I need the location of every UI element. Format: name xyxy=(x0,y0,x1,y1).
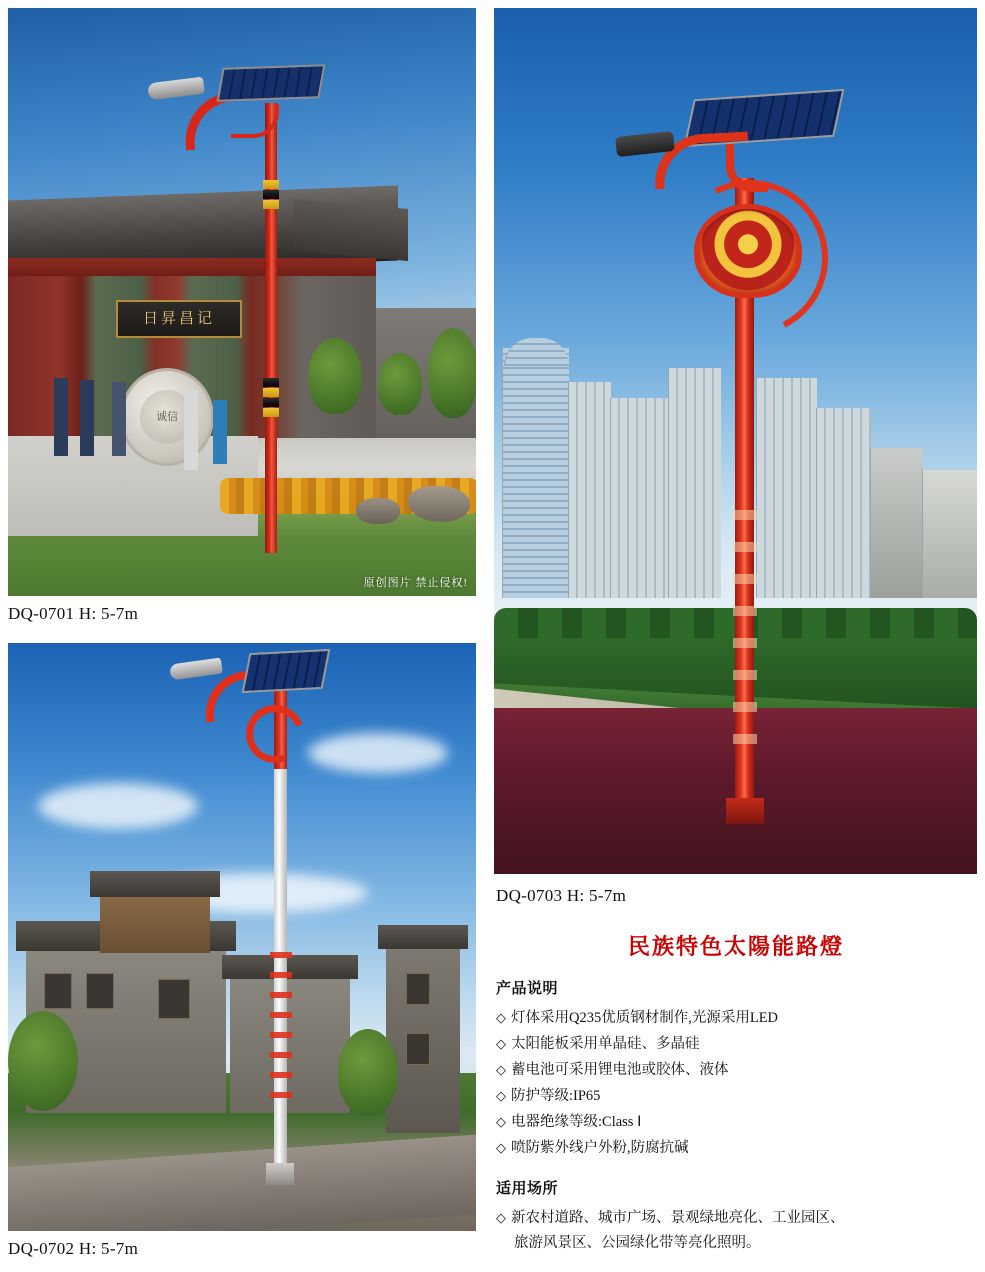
section-heading-applications: 适用场所 xyxy=(496,1181,559,1197)
list-item xyxy=(496,1135,976,1161)
pole-base xyxy=(726,798,764,824)
product-photo-dq-0702 xyxy=(8,643,476,1231)
pole-pattern-decoration xyxy=(270,938,292,1098)
watermark-text: 原创图片 禁止侵权! xyxy=(363,577,468,589)
specification-block xyxy=(496,930,976,1272)
stone-disc-inscription: 诚信 xyxy=(140,390,194,444)
diamond-bullet-icon: ◇ xyxy=(496,1088,506,1103)
list-item-text: 新农村道路、城市广场、景观绿地亮化、工业园区、 xyxy=(511,1210,845,1226)
window xyxy=(158,979,190,1019)
pole-band-decoration xyxy=(263,388,279,397)
decorative-rock xyxy=(356,498,400,524)
stone-disc-monument xyxy=(120,368,214,466)
person-figure xyxy=(80,380,94,456)
pole-band-decoration xyxy=(263,378,279,387)
list-item xyxy=(496,1005,976,1031)
building xyxy=(870,448,923,598)
wooden-balcony xyxy=(100,893,210,953)
tree-shrub xyxy=(378,353,422,415)
list-item xyxy=(496,1109,976,1135)
product-title: 民族特色太陽能路燈 xyxy=(627,934,844,959)
building xyxy=(816,408,871,598)
building-crown xyxy=(504,338,569,366)
pole-band-decoration xyxy=(263,190,279,199)
solar-panel xyxy=(217,64,326,102)
ethnic-medallion-ornament xyxy=(694,204,802,298)
building xyxy=(668,368,721,598)
building xyxy=(502,348,569,598)
list-item-text: 太阳能板采用单晶硅、多晶硅 xyxy=(511,1036,700,1052)
building xyxy=(756,378,817,598)
window xyxy=(44,973,72,1009)
person-figure xyxy=(213,400,227,464)
list-item xyxy=(496,1205,976,1231)
pole-pattern-decoration xyxy=(733,488,757,748)
tower-roof xyxy=(378,925,468,949)
caption-dq-0702: DQ-0702 H: 5-7m xyxy=(8,1239,139,1258)
list-item-text: 灯体采用Q235优质钢材制作,光源采用LED xyxy=(511,1010,779,1026)
building xyxy=(922,470,977,598)
diamond-bullet-icon: ◇ xyxy=(496,1062,506,1077)
person-figure xyxy=(54,378,68,456)
temple-roof-secondary xyxy=(293,199,408,261)
diamond-bullet-icon: ◇ xyxy=(496,1210,506,1225)
list-item-text: 电器绝缘等级:Class Ⅰ xyxy=(511,1114,642,1130)
pole-band-decoration xyxy=(263,408,279,417)
tree xyxy=(338,1029,398,1115)
pole-band-decoration xyxy=(263,398,279,407)
window xyxy=(86,973,114,1009)
product-photo-dq-0701 xyxy=(8,8,476,596)
cloud xyxy=(38,783,198,829)
list-item xyxy=(496,1083,976,1109)
list-item-text: 喷防紫外线户外粉,防腐抗碱 xyxy=(511,1140,689,1156)
list-item-text: 旅游风景区、公园绿化带等亮化照明。 xyxy=(514,1235,761,1251)
house-roof xyxy=(90,871,220,897)
pole-band-decoration xyxy=(263,180,279,189)
product-description-list xyxy=(496,1005,976,1161)
person-figure xyxy=(184,390,198,470)
tree-shrub xyxy=(308,338,362,414)
product-photo-dq-0703 xyxy=(494,8,977,874)
window xyxy=(406,973,430,1005)
tree xyxy=(8,1011,78,1111)
caption-dq-0701: DQ-0701 H: 5-7m xyxy=(8,604,139,623)
caption-dq-0703: DQ-0703 H: 5-7m xyxy=(496,886,627,905)
list-item xyxy=(496,1031,976,1057)
list-item-text: 蓄电池可采用锂电池或胶体、液体 xyxy=(511,1062,729,1078)
tree-shrub xyxy=(428,328,476,418)
list-item-text: 防护等级:IP65 xyxy=(511,1088,601,1104)
section-heading-description: 产品说明 xyxy=(496,981,559,997)
building xyxy=(610,398,669,598)
lamp-pole xyxy=(265,103,277,553)
list-item-continuation xyxy=(496,1231,976,1256)
cloud xyxy=(308,733,448,773)
list-item xyxy=(496,1057,976,1083)
temple-signboard: 日昇昌记 xyxy=(116,300,242,338)
diamond-bullet-icon: ◇ xyxy=(496,1010,506,1025)
solar-panel xyxy=(242,649,331,693)
person-figure xyxy=(112,382,126,456)
diamond-bullet-icon: ◇ xyxy=(496,1140,506,1155)
window xyxy=(406,1033,430,1065)
temple-eave xyxy=(8,258,376,278)
application-list xyxy=(496,1205,976,1256)
building xyxy=(568,382,611,598)
diamond-bullet-icon: ◇ xyxy=(496,1114,506,1129)
diamond-bullet-icon: ◇ xyxy=(496,1036,506,1051)
pole-base xyxy=(266,1163,294,1185)
pole-band-decoration xyxy=(263,200,279,209)
